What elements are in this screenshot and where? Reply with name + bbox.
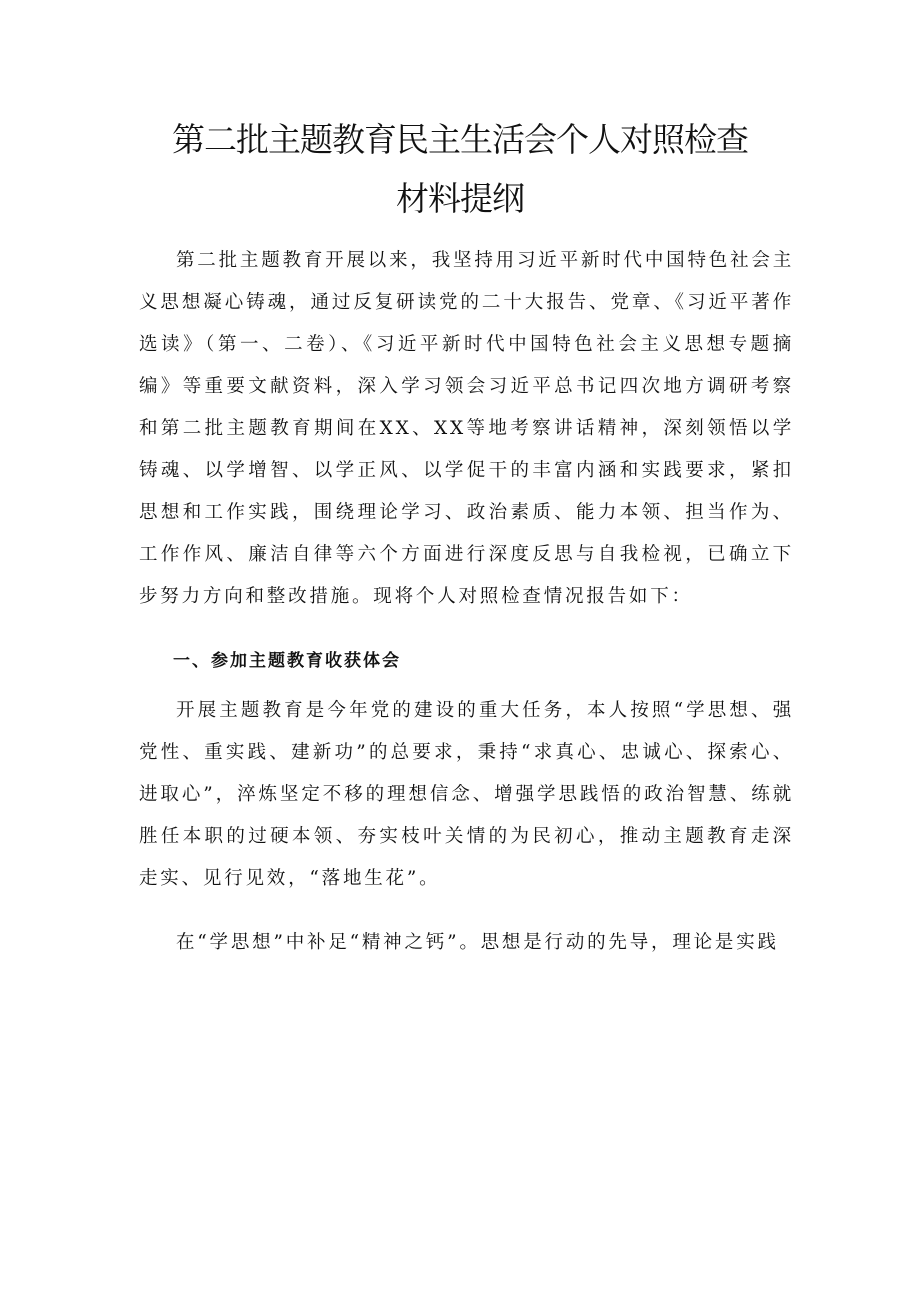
body-paragraph: 开展主题教育是今年党的建设的重大任务，本人按照“学思想、强党性、重实践、建新功”的总要求，秉持“求真心、忠诚心、探索心、进取心”，淬炼坚定不移的理想信念、增强学思践悟的政治智慧、练就胜任本职的过硬本领、夯实枝叶关情的为民初心，推动主题教育走深走实、见行见效，“落地生花”。 (139, 700, 794, 889)
document-title-line1: 第二批主题教育民主生活会个人对照检查 (172, 120, 748, 159)
document-body (139, 240, 794, 964)
document-title-line2: 材料提纲 (396, 179, 524, 218)
intro-paragraph: 第二批主题教育开展以来，我坚持用习近平新时代中国特色社会主义思想凝心铸魂，通过反复研读党的二十大报告、党章、《习近平著作选读》（第一、二卷）、《习近平新时代中国特色社会主义思想专题摘编》等重要文献资料，深入学习领会习近平总书记四次地方调研考察和第二批主题教育期间在XX、XX等地考察讲话精神，深刻领悟以学铸魂、以学增智、以学正风、以学促干的丰富内涵和实践要求，紧扣思想和工作实践，围绕理论学习、政治素质、能力本领、担当作为、工作作风、廉洁自律等六个方面进行深度反思与自我检视，已确立下步努力方向和整改措施。现将个人对照检查情况报告如下： (139, 250, 794, 607)
body-paragraph: 在“学思想”中补足“精神之钙”。思想是行动的先导，理论是实践 (176, 932, 779, 953)
section-heading: 一、参加主题教育收获体会 (173, 651, 401, 671)
